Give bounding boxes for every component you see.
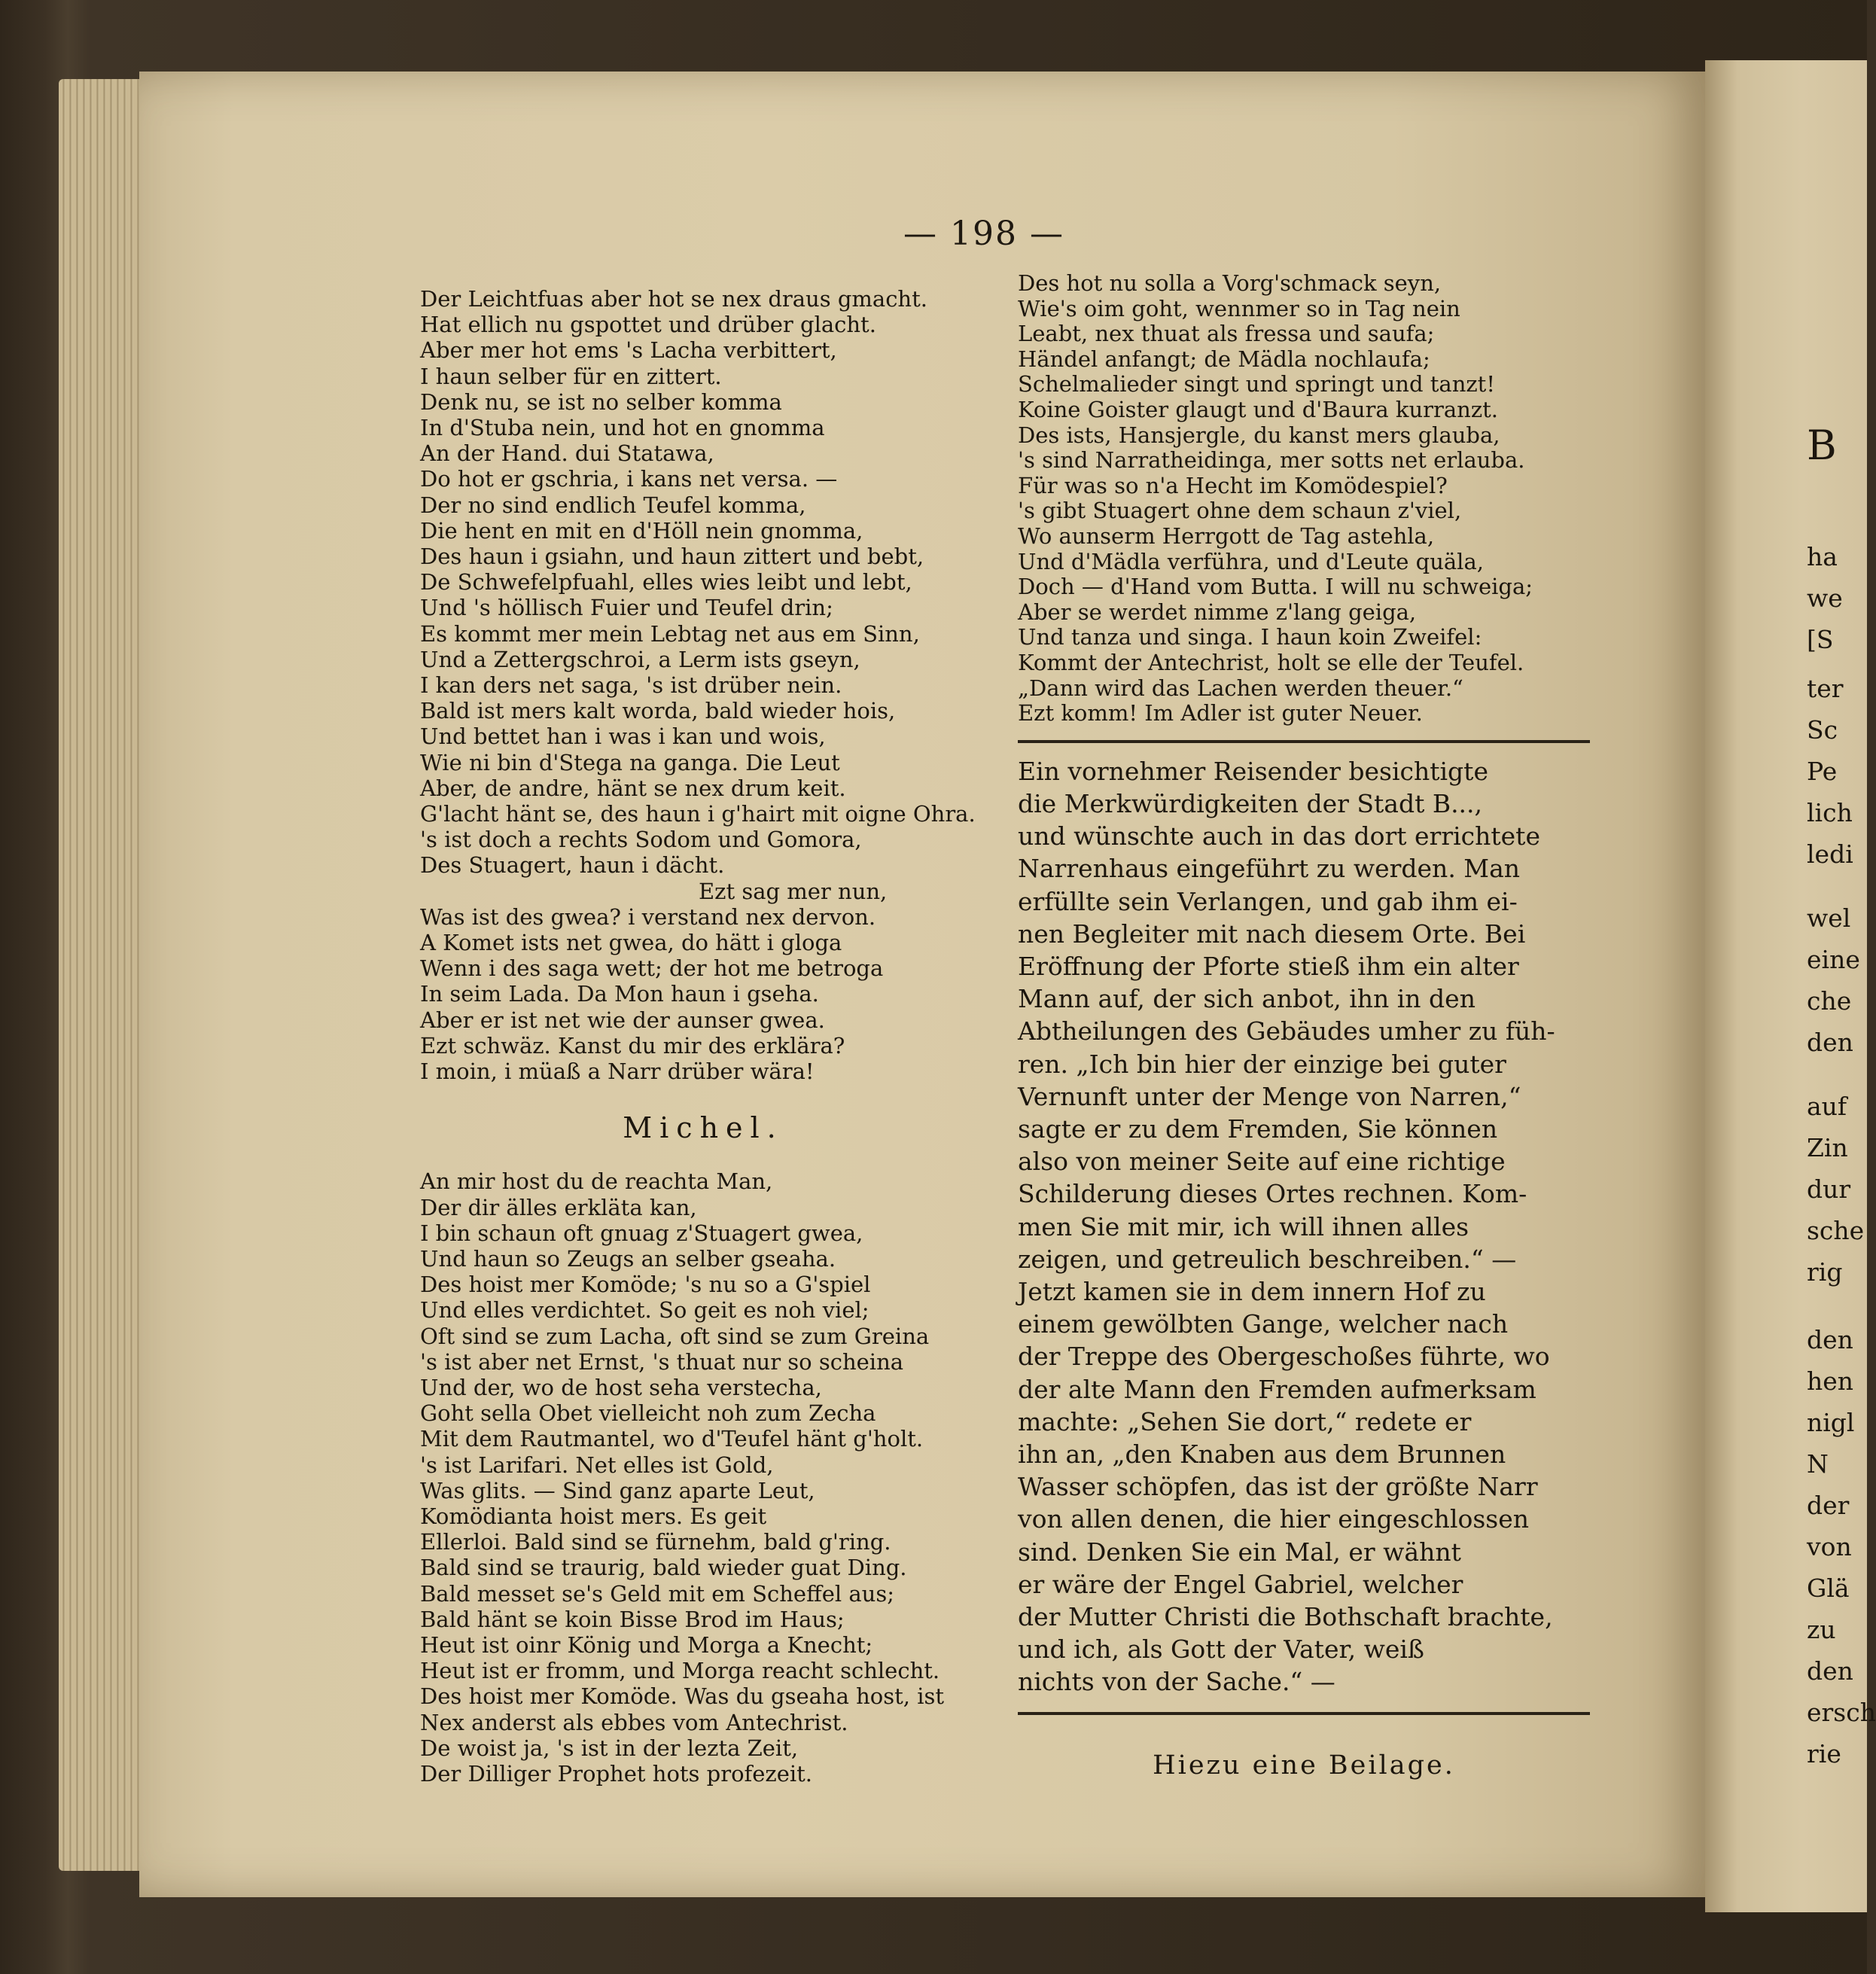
- edge-fragment: auf: [1807, 1092, 1847, 1121]
- verse-line: Schelmalieder singt und springt und tanzt!: [1018, 371, 1495, 398]
- anecdote-prose: [1018, 755, 1590, 1698]
- left-verse-part1: [420, 286, 986, 879]
- michel-heading: Michel.: [623, 1111, 784, 1145]
- edge-fragment: den: [1807, 1325, 1853, 1354]
- prose-line: er wäre der Engel Gabriel, welcher: [1018, 1569, 1463, 1599]
- edge-fragment: zu: [1807, 1615, 1836, 1644]
- edge-fragment: nigl: [1807, 1408, 1855, 1437]
- verse-line: Bald hänt se koin Bisse Brod im Haus;: [420, 1606, 845, 1632]
- prose-line: Schilderung dieses Ortes rechnen. Kom-: [1018, 1179, 1527, 1209]
- verse-line: Der Leichtfuas aber hot se nex draus gmacht.: [420, 286, 927, 312]
- verse-line: Und der, wo de host seha verstecha,: [420, 1374, 822, 1400]
- prose-line: machte: „Sehen Sie dort,“ redete er: [1018, 1406, 1472, 1436]
- verse-line: Wenn i des saga wett; der hot me betroga: [420, 955, 884, 982]
- edge-fragment: [S: [1807, 625, 1834, 654]
- verse-line: Händel anfangt; de Mädla nochlaufa;: [1018, 346, 1430, 372]
- verse-line: Do hot er gschria, i kans net versa. —: [420, 466, 838, 492]
- prose-line: Wasser schöpfen, das ist der größte Narr: [1018, 1472, 1538, 1502]
- verse-line: Und d'Mädla verführa, und d'Leute quäla,: [1018, 548, 1484, 574]
- left-column: [420, 286, 986, 1787]
- verse-line: Und elles verdichtet. So geit es noh viel;: [420, 1297, 869, 1324]
- verse-line: An der Hand. dui Statawa,: [420, 440, 714, 467]
- prose-line: der alte Mann den Fremden aufmerksam: [1018, 1374, 1536, 1404]
- verse-line: Bald sind se traurig, bald wieder guat Ding.: [420, 1555, 907, 1581]
- edge-fragment: ledi: [1807, 839, 1853, 869]
- edge-fragment: den: [1807, 1028, 1853, 1057]
- verse-line: Bald messet se's Geld mit em Scheffel aus;: [420, 1580, 894, 1607]
- verse-line: I moin, i müaß a Narr drüber wära!: [420, 1059, 815, 1085]
- verse-line: Bald ist mers kalt worda, bald wieder hois,: [420, 698, 896, 724]
- right-column: [1018, 271, 1590, 1784]
- prose-line: und ich, als Gott der Vater, weiß: [1018, 1634, 1424, 1665]
- edge-fragment: rie: [1807, 1739, 1841, 1768]
- edge-fragment: ersch: [1807, 1698, 1876, 1727]
- edge-fragment: ha: [1807, 542, 1838, 571]
- verse-line: Hat ellich nu gspottet und drüber glacht.: [420, 312, 876, 338]
- verse-line: Wie's oim goht, wennmer so in Tag nein: [1018, 295, 1460, 321]
- edge-fragment: lich: [1807, 798, 1853, 827]
- verse-line: Die hent en mit en d'Höll nein gnomma,: [420, 517, 863, 544]
- verse-line: Des hot nu solla a Vorg'schmack seyn,: [1018, 270, 1442, 296]
- verse-line: Doch — d'Hand vom Butta. I will nu schweiga;: [1018, 574, 1533, 600]
- edge-fragment: eine: [1807, 945, 1860, 974]
- verse-line: Wie ni bin d'Stega na ganga. Die Leut: [420, 749, 840, 775]
- verse-line: „Dann wird das Lachen werden theuer.“: [1018, 675, 1463, 701]
- verse-line: Des hoist mer Komöde. Was du gseaha host, ist: [420, 1683, 945, 1710]
- verse-line: Der no sind endlich Teufel komma,: [420, 492, 806, 518]
- edge-fragment: ter: [1807, 674, 1844, 703]
- prose-line: und wünschte auch in das dort errichtete: [1018, 821, 1540, 851]
- edge-fragment: Zin: [1807, 1133, 1848, 1162]
- verse-line: 's sind Narratheidinga, mer sotts net erlauba.: [1018, 447, 1525, 474]
- prose-line: Vernunft unter der Menge von Narren,“: [1018, 1081, 1521, 1111]
- verse-line: Wo aunserm Herrgott de Tag astehla,: [1018, 522, 1435, 549]
- separator-rule-2: [1018, 1712, 1590, 1715]
- verse-line: A Komet ists net gwea, do hätt i gloga: [420, 930, 842, 956]
- edge-fragment: hen: [1807, 1366, 1854, 1396]
- prose-line: erfüllte sein Verlangen, und gab ihm ei-: [1018, 886, 1518, 916]
- verse-line: 's ist Larifari. Net elles ist Gold,: [420, 1452, 774, 1478]
- verse-line: Denk nu, se ist no selber komma: [420, 388, 782, 415]
- beilage-note: Hiezu eine Beilage.: [1153, 1750, 1455, 1781]
- page-stack-edge: [59, 79, 142, 1871]
- edge-fragment: der: [1807, 1491, 1850, 1520]
- edge-fragment: B: [1807, 422, 1837, 469]
- edge-fragment: Pe: [1807, 757, 1838, 786]
- prose-line: von allen denen, die hier eingeschlossen: [1018, 1504, 1530, 1534]
- verse-line: 's gibt Stuagert ohne dem schaun z'viel,: [1018, 498, 1462, 524]
- verse-line: Und 's höllisch Fuier und Teufel drin;: [420, 595, 833, 621]
- verse-line: An mir host du de reachta Man,: [420, 1168, 773, 1195]
- verse-line: In d'Stuba nein, und hot en gnomma: [420, 415, 825, 441]
- prose-line: Jetzt kamen sie in dem innern Hof zu: [1018, 1276, 1486, 1306]
- prose-line: sind. Denken Sie ein Mal, er wähnt: [1018, 1537, 1461, 1567]
- verse-line: I bin schaun oft gnuag z'Stuagert gwea,: [420, 1220, 863, 1246]
- left-verse-indented: Ezt sag mer nun,: [699, 878, 888, 904]
- prose-line: die Merkwürdigkeiten der Stadt B...,: [1018, 788, 1483, 818]
- verse-line: Der dir älles erkläta kan,: [420, 1194, 697, 1220]
- verse-line: G'lacht hänt se, des haun i g'hairt mit oigne Ohra.: [420, 801, 976, 827]
- verse-line: Des Stuagert, haun i dächt.: [420, 852, 725, 879]
- separator-rule: [1018, 740, 1590, 743]
- prose-line: Narrenhaus eingeführt zu werden. Man: [1018, 854, 1521, 884]
- verse-line: Heut ist er fromm, und Morga reacht schlecht.: [420, 1658, 940, 1684]
- prose-line: einem gewölbten Gange, welcher nach: [1018, 1309, 1509, 1339]
- verse-line: Aber mer hot ems 's Lacha verbittert,: [420, 337, 837, 364]
- verse-line: Für was so n'a Hecht im Komödespiel?: [1018, 472, 1448, 498]
- edge-fragment: sche: [1807, 1216, 1865, 1245]
- prose-line: zeigen, und getreulich beschreiben.“ —: [1018, 1244, 1517, 1274]
- verse-line: Koine Goister glaugt und d'Baura kurranzt.: [1018, 396, 1499, 422]
- verse-line: Leabt, nex thuat als fressa und saufa;: [1018, 321, 1435, 347]
- verse-line: Und tanza und singa. I haun koin Zweifel:: [1018, 624, 1482, 650]
- verse-line: 's ist doch a rechts Sodom und Gomora,: [420, 827, 862, 853]
- verse-line: Goht sella Obet vielleicht noh zum Zecha: [420, 1400, 876, 1427]
- verse-line: Nex anderst als ebbes vom Antechrist.: [420, 1709, 848, 1735]
- prose-line: der Treppe des Obergeschoßes führte, wo: [1018, 1342, 1550, 1372]
- verse-line: Der Dilliger Prophet hots profezeit.: [420, 1760, 813, 1787]
- verse-line: I haun selber für en zittert.: [420, 363, 722, 389]
- edge-fragment: rig: [1807, 1257, 1843, 1287]
- verse-line: De woist ja, 's ist in der lezta Zeit,: [420, 1735, 799, 1761]
- verse-line: Des hoist mer Komöde; 's nu so a G'spiel: [420, 1272, 871, 1298]
- page-number: — 198 —: [903, 215, 1064, 253]
- verse-line: De Schwefelpfuahl, elles wies leibt und lebt,: [420, 569, 912, 596]
- verse-line: Heut ist oinr König und Morga a Knecht;: [420, 1631, 873, 1658]
- left-verse-part2: [420, 904, 986, 1084]
- verse-line: I kan ders net saga, 's ist drüber nein.: [420, 672, 842, 699]
- edge-fragment: wel: [1807, 903, 1851, 933]
- verse-line: Und bettet han i was i kan und wois,: [420, 723, 826, 750]
- prose-line: men Sie mit mir, ich will ihnen alles: [1018, 1211, 1469, 1241]
- verse-line: Es kommt mer mein Lebtag net aus em Sinn,: [420, 620, 920, 647]
- prose-line: sagte er zu dem Fremden, Sie können: [1018, 1113, 1498, 1144]
- michel-verse: [420, 1168, 986, 1787]
- verse-line: Oft sind se zum Lacha, oft sind se zum Greina: [420, 1323, 930, 1349]
- verse-line: Kommt der Antechrist, holt se elle der Teufel.: [1018, 649, 1524, 675]
- verse-line: Aber, de andre, hänt se nex drum keit.: [420, 775, 846, 801]
- prose-line: also von meiner Seite auf eine richtige: [1018, 1147, 1506, 1177]
- verse-line: In seim Lada. Da Mon haun i gseha.: [420, 981, 819, 1007]
- verse-line: Was ist des gwea? i verstand nex dervon.: [420, 903, 876, 930]
- prose-line: nen Begleiter mit nach diesem Orte. Bei: [1018, 918, 1526, 949]
- verse-line: Was glits. — Sind ganz aparte Leut,: [420, 1477, 815, 1503]
- prose-line: ren. „Ich bin hier der einzige bei guter: [1018, 1049, 1506, 1079]
- prose-line: ihn an, „den Knaben aus dem Brunnen: [1018, 1439, 1506, 1469]
- edge-fragment: dur: [1807, 1174, 1851, 1204]
- prose-line: Mann auf, der sich anbot, ihn in den: [1018, 984, 1476, 1014]
- edge-fragment: N: [1807, 1449, 1829, 1479]
- right-verse: [1018, 271, 1590, 727]
- prose-line: nichts von der Sache.“ —: [1018, 1667, 1335, 1697]
- verse-line: Aber er ist net wie der aunser gwea.: [420, 1007, 825, 1033]
- verse-line: Und a Zettergschroi, a Lerm ists gseyn,: [420, 646, 860, 672]
- prose-line: Eröffnung der Pforte stieß ihm ein alter: [1018, 951, 1519, 981]
- edge-fragment: Glä: [1807, 1573, 1850, 1603]
- verse-line: Mit dem Rautmantel, wo d'Teufel hänt g'holt.: [420, 1426, 924, 1452]
- edge-fragment: che: [1807, 986, 1852, 1016]
- verse-line: Ellerloi. Bald sind se fürnehm, bald g'ring.: [420, 1529, 891, 1555]
- prose-line: Abtheilungen des Gebäudes umher zu füh-: [1018, 1016, 1555, 1046]
- verse-line: Ezt komm! Im Adler ist guter Neuer.: [1018, 700, 1423, 727]
- edge-fragment: den: [1807, 1656, 1853, 1686]
- verse-line: Und haun so Zeugs an selber gseaha.: [420, 1245, 836, 1272]
- verse-line: 's ist aber net Ernst, 's thuat nur so scheina: [420, 1348, 904, 1375]
- prose-line: der Mutter Christi die Bothschaft brachte,: [1018, 1601, 1553, 1631]
- verse-line: Aber se werdet nimme z'lang geiga,: [1018, 599, 1417, 625]
- prose-line: Ein vornehmer Reisender besichtigte: [1018, 756, 1488, 786]
- verse-line: Des ists, Hansjergle, du kanst mers glauba,: [1018, 422, 1500, 448]
- edge-fragment: Sc: [1807, 715, 1838, 745]
- edge-fragment: von: [1807, 1532, 1852, 1561]
- verse-line: Komödianta hoist mers. Es geit: [420, 1503, 767, 1529]
- verse-line: Des haun i gsiahn, und haun zittert und bebt,: [420, 544, 924, 570]
- edge-fragment: we: [1807, 583, 1843, 613]
- verse-line: Ezt schwäz. Kanst du mir des erklära?: [420, 1032, 845, 1059]
